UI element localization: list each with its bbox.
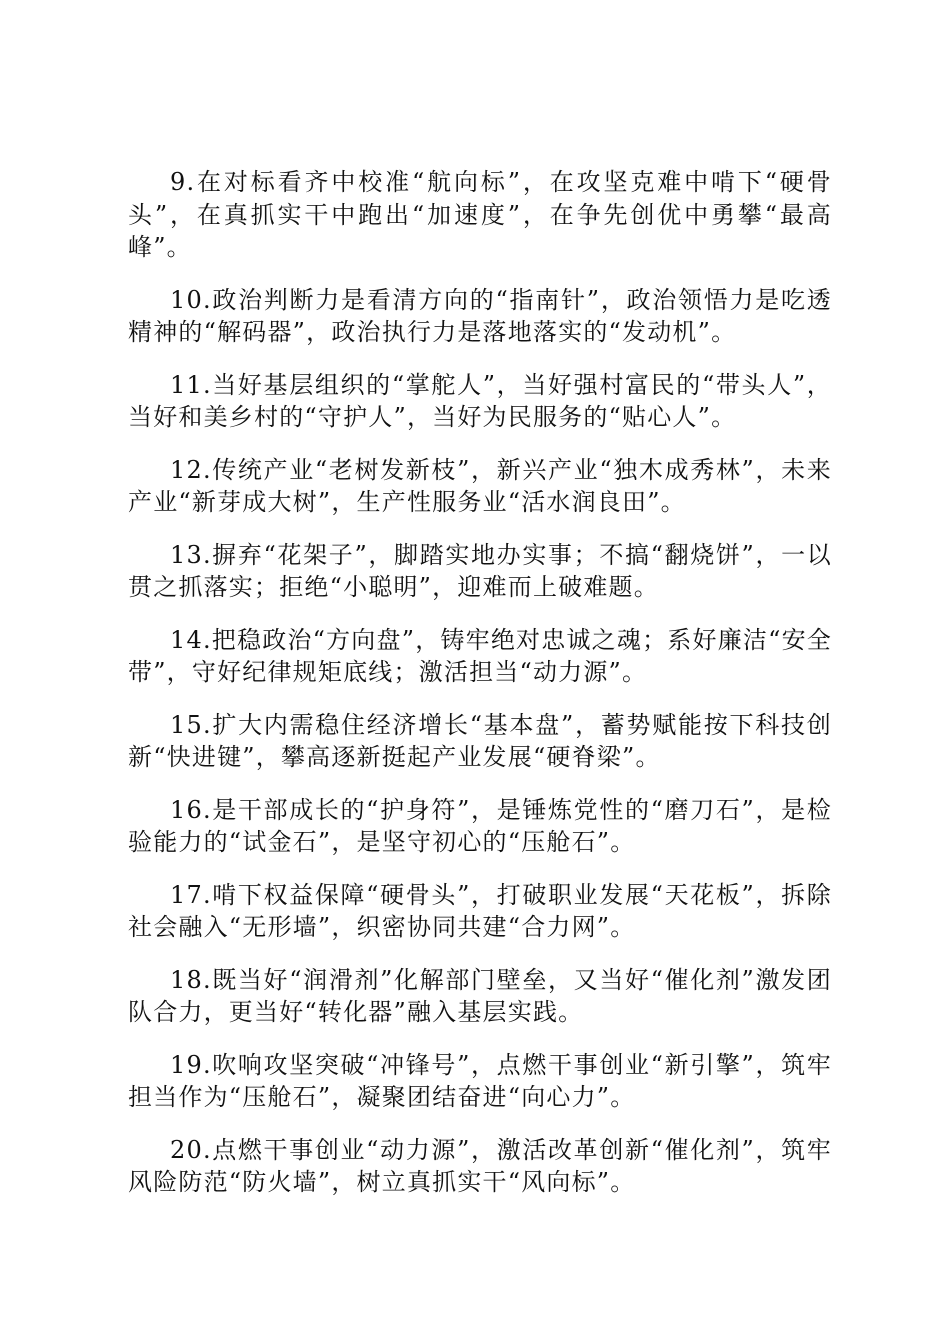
- paragraph-13: 13.摒弃“花架子”，脚踏实地办实事；不搞“翻烧饼”，一以贯之抓落实；拒绝“小聪明”，迎难而上破难题。: [128, 540, 832, 601]
- paragraph-12: 12.传统产业“老树发新枝”，新兴产业“独木成秀林”，未来产业“新芽成大树”，生产性服务业“活水润良田”。: [128, 455, 832, 516]
- paragraph-17: 17.啃下权益保障“硬骨头”，打破职业发展“天花板”，拆除社会融入“无形墙”，织密协同共建“合力网”。: [128, 880, 832, 941]
- paragraph-11: 11.当好基层组织的“掌舵人”，当好强村富民的“带头人”，当好和美乡村的“守护人”，当好为民服务的“贴心人”。: [128, 370, 832, 431]
- paragraph-10: 10.政治判断力是看清方向的“指南针”，政治领悟力是吃透精神的“解码器”，政治执行力是落地落实的“发动机”。: [128, 285, 832, 346]
- document-body: [128, 166, 832, 1219]
- paragraph-14: 14.把稳政治“方向盘”，铸牢绝对忠诚之魂；系好廉洁“安全带”，守好纪律规矩底线；激活担当“动力源”。: [128, 625, 832, 686]
- paragraph-16: 16.是干部成长的“护身符”，是锤炼党性的“磨刀石”，是检验能力的“试金石”，是坚守初心的“压舱石”。: [128, 795, 832, 856]
- paragraph-20: 20.点燃干事创业“动力源”，激活改革创新“催化剂”，筑牢风险防范“防火墙”，树立真抓实干“风向标”。: [128, 1135, 832, 1196]
- paragraph-15: 15.扩大内需稳住经济增长“基本盘”，蓄势赋能按下科技创新“快进键”，攀高逐新挺起产业发展“硬脊梁”。: [128, 710, 832, 771]
- paragraph-19: 19.吹响攻坚突破“冲锋号”，点燃干事创业“新引擎”，筑牢担当作为“压舱石”，凝聚团结奋进“向心力”。: [128, 1050, 832, 1111]
- paragraph-9: 9.在对标看齐中校准“航向标”，在攻坚克难中啃下“硬骨头”，在真抓实干中跑出“加速度”，在争先创优中勇攀“最高峰”。: [128, 168, 832, 261]
- paragraph-18: 18.既当好“润滑剂”化解部门壁垒，又当好“催化剂”激发团队合力，更当好“转化器”融入基层实践。: [128, 965, 832, 1026]
